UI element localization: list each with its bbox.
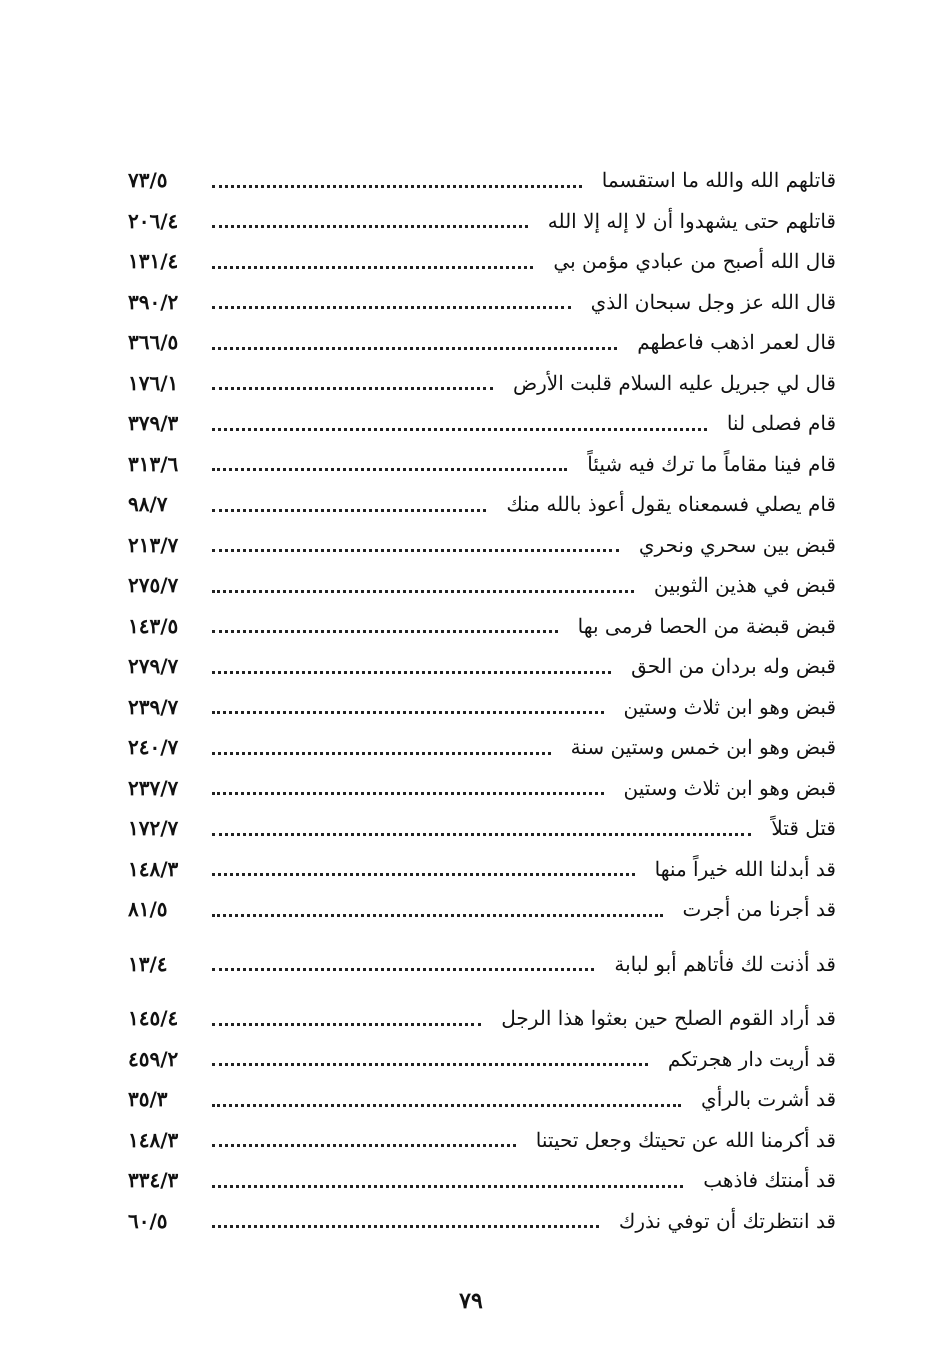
entry-text: قال الله أصبح من عبادي مؤمن بي <box>553 249 836 274</box>
entry-reference: ٢٧٥/٧ <box>128 573 179 598</box>
entry-text: قد أراد القوم الصلح حين بعثوا هذا الرجل <box>501 1006 836 1031</box>
entry-reference: ١٣/٤ <box>128 951 168 976</box>
entry-text: قد أشرت بالرأي <box>701 1087 836 1112</box>
entry-text: قال الله عز وجل سبحان الذي <box>590 289 836 314</box>
entry-reference: ٨١/٥ <box>128 897 168 922</box>
index-entry <box>128 849 836 890</box>
entry-text: قد أريت دار هجرتكم <box>667 1046 836 1071</box>
entry-text: قام فصلى لنا <box>726 411 836 436</box>
index-entry <box>128 1120 836 1161</box>
index-entry <box>128 606 836 647</box>
entry-reference: ٣٩٠/٢ <box>128 289 179 314</box>
entry-text: قبض وهو ابن ثلاث وستين <box>623 775 836 800</box>
entry-reference: ٣٦٦/٥ <box>128 330 179 355</box>
index-entry <box>128 687 836 728</box>
entry-text: قد أذنت لك فأتاهم أبو لبابة <box>614 951 836 976</box>
index-entry <box>128 1079 836 1120</box>
index-entry <box>128 998 836 1039</box>
entry-reference: ١٤٥/٤ <box>128 1006 179 1031</box>
entry-reference: ٦٠/٥ <box>128 1208 168 1233</box>
index-entry <box>128 1160 836 1201</box>
dot-leader <box>212 1021 481 1026</box>
entry-text: قبض في هذين الثوبين <box>653 573 836 598</box>
dot-leader <box>212 871 635 876</box>
dot-leader <box>212 345 617 350</box>
entry-text: قبض قبضة من الحصا فرمى بها <box>577 613 836 638</box>
entry-text: قبض وهو ابن ثلاث وستين <box>623 694 836 719</box>
entry-reference: ٣١٣/٦ <box>128 451 179 476</box>
dot-leader <box>212 264 533 269</box>
entry-reference: ٢٧٩/٧ <box>128 654 179 679</box>
dot-leader <box>212 223 528 228</box>
entry-reference: ٢٠٦/٤ <box>128 208 179 233</box>
entry-text: قد انتظرتك أن توفي نذرك <box>618 1208 836 1233</box>
index-entry <box>128 363 836 404</box>
index-entry <box>128 444 836 485</box>
index-entry <box>128 1201 836 1242</box>
entry-reference: ٣٥/٣ <box>128 1087 168 1112</box>
entry-text: قد أبدلنا الله خيراً منها <box>654 856 836 881</box>
dot-leader <box>212 750 551 755</box>
dot-leader <box>212 831 751 836</box>
dot-leader <box>212 966 594 971</box>
entry-reference: ٢٣٧/٧ <box>128 775 179 800</box>
index-entry <box>128 525 836 566</box>
page-number: ٧٩ <box>459 1288 483 1314</box>
entry-reference: ٢٣٩/٧ <box>128 694 179 719</box>
entry-reference: ١٣١/٤ <box>128 249 179 274</box>
entry-reference: ١٧٢/٧ <box>128 816 179 841</box>
entry-text: قاتلهم الله والله ما استقسما <box>601 168 836 193</box>
dot-leader <box>212 547 619 552</box>
index-entry <box>128 646 836 687</box>
dot-leader <box>212 385 493 390</box>
entry-reference: ٣٧٩/٣ <box>128 411 179 436</box>
entry-text: قاتلهم حتى يشهدوا أن لا إله إلا الله <box>547 208 836 233</box>
index-entry <box>128 241 836 282</box>
dot-leader <box>212 1223 599 1228</box>
dot-leader <box>212 588 634 593</box>
index-entry <box>128 727 836 768</box>
dot-leader <box>212 709 604 714</box>
entry-reference: ٢٤٠/٧ <box>128 735 179 760</box>
entry-reference: ٤٥٩/٢ <box>128 1046 179 1071</box>
dot-leader <box>212 507 486 512</box>
entry-reference: ١٤٣/٥ <box>128 613 179 638</box>
index-entry <box>128 1039 836 1080</box>
dot-leader <box>212 426 707 431</box>
entry-reference: ٣٣٤/٣ <box>128 1168 179 1193</box>
index-entry <box>128 160 836 201</box>
entry-reference: ٢١٣/٧ <box>128 532 179 557</box>
entry-text: قبض وهو ابن خمس وستين سنة <box>570 735 836 760</box>
dot-leader <box>212 183 582 188</box>
index-entry <box>128 944 836 985</box>
entry-text: قتل قتلاً <box>771 816 836 841</box>
dot-leader <box>212 669 611 674</box>
entry-reference: ٩٨/٧ <box>128 492 168 517</box>
dot-leader <box>212 628 558 633</box>
index-entry <box>128 484 836 525</box>
entry-reference: ١٤٨/٣ <box>128 856 179 881</box>
dot-leader <box>212 466 567 471</box>
index-entry <box>128 201 836 242</box>
index-entry <box>128 808 836 849</box>
entry-reference: ٧٣/٥ <box>128 168 168 193</box>
entry-reference: ١٧٦/١ <box>128 370 179 395</box>
dot-leader <box>212 790 604 795</box>
index-entry <box>128 768 836 809</box>
index-entry <box>128 889 836 930</box>
entry-text: قام فينا مقاماً ما ترك فيه شيئاً <box>587 451 836 476</box>
dot-leader <box>212 1102 681 1107</box>
entry-text: قد أكرمنا الله عن تحيتك وجعل تحيتنا <box>535 1127 836 1152</box>
entry-text: قبض بين سحري ونحري <box>638 532 836 557</box>
dot-leader <box>212 912 663 917</box>
index-entry <box>128 565 836 606</box>
entry-text: قال لي جبريل عليه السلام قلبت الأرض <box>512 370 836 395</box>
entry-text: قبض وله بردان من الحق <box>631 654 836 679</box>
dot-leader <box>212 304 571 309</box>
dot-leader <box>212 1061 648 1066</box>
dot-leader <box>212 1183 683 1188</box>
entry-text: قام يصلي فسمعناه يقول أعوذ بالله منك <box>506 492 836 517</box>
index-entry <box>128 322 836 363</box>
entry-text: قد أجرنا من أجرت <box>682 897 836 922</box>
entry-reference: ١٤٨/٣ <box>128 1127 179 1152</box>
entry-text: قال لعمر اذهب فاعطهم <box>637 330 836 355</box>
index-entry <box>128 282 836 323</box>
dot-leader <box>212 1142 516 1147</box>
hadith-index-list <box>128 160 836 1241</box>
entry-text: قد أمنتك فاذهب <box>703 1168 836 1193</box>
index-entry <box>128 403 836 444</box>
